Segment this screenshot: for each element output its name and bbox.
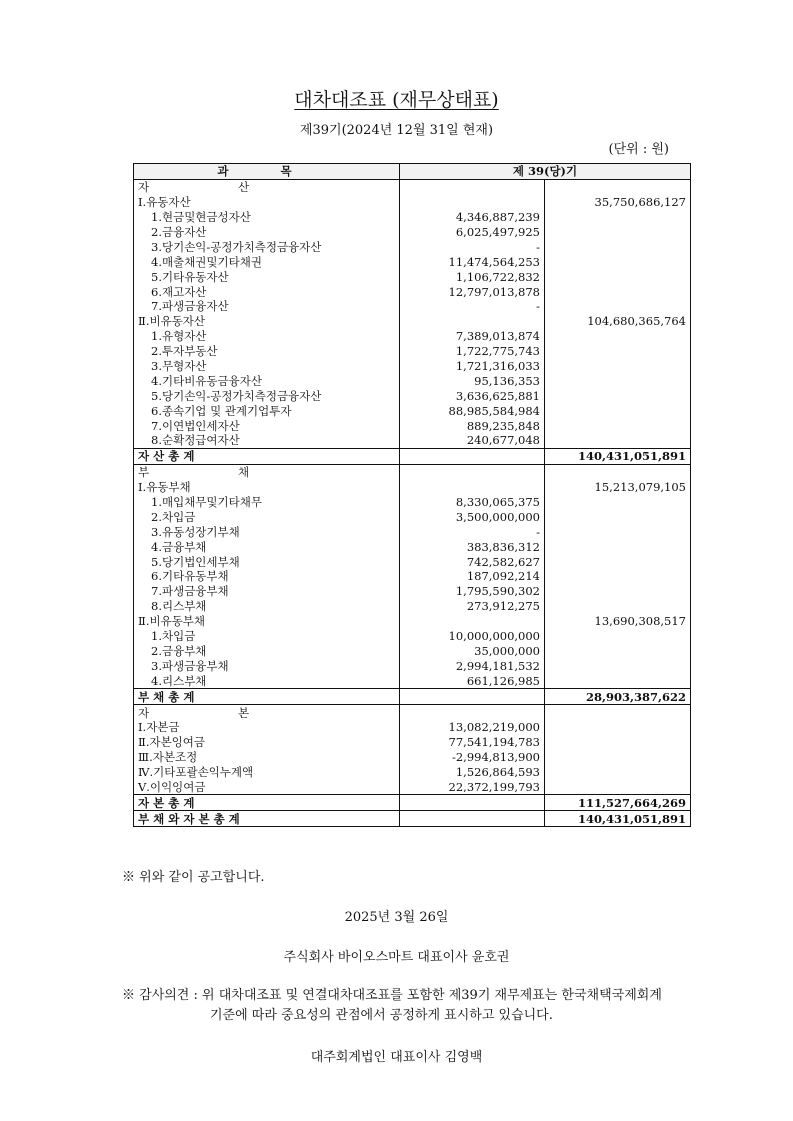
- row-label: 3.유동성장기부채: [134, 524, 400, 539]
- row-total-amount: [545, 179, 691, 194]
- table-row: [134, 569, 691, 584]
- table-row: [134, 614, 691, 629]
- row-label: 7.이연법인세자산: [134, 418, 400, 433]
- row-detail-amount: -: [400, 524, 545, 539]
- row-label: 6.종속기업 및 관계기업투자: [134, 403, 400, 418]
- row-total-amount: [545, 644, 691, 659]
- row-label: 자 산 총 계: [134, 448, 400, 464]
- row-label: Ⅳ.기타포괄손익누계액: [134, 765, 400, 780]
- row-total-amount: [545, 269, 691, 284]
- table-row: [134, 554, 691, 569]
- row-detail-amount: 12,797,013,878: [400, 284, 545, 299]
- row-detail-amount: 95,136,353: [400, 373, 545, 388]
- row-detail-amount: 22,372,199,793: [400, 780, 545, 795]
- row-detail-amount: 88,985,584,984: [400, 403, 545, 418]
- row-label: Ⅴ.이익잉여금: [134, 780, 400, 795]
- table-row: [134, 584, 691, 599]
- row-total-amount: [545, 780, 691, 795]
- row-label: Ⅰ.유동자산: [134, 195, 400, 210]
- row-label: 6.기타유동부채: [134, 569, 400, 584]
- unit-label: (단위 : 원): [608, 142, 669, 157]
- row-label: 4.매출채권및기타채권: [134, 254, 400, 269]
- table-row: [134, 210, 691, 225]
- row-label: 6.재고자산: [134, 284, 400, 299]
- row-detail-amount: 383,836,312: [400, 539, 545, 554]
- row-total-amount: 15,213,079,105: [545, 480, 691, 495]
- notice-date: 2025년 3월 26일: [344, 910, 449, 925]
- table-row: [134, 433, 691, 448]
- section-label-char1: 부: [138, 465, 150, 480]
- row-label: 4.금융부채: [134, 539, 400, 554]
- table-row: [134, 418, 691, 433]
- table-row: [134, 480, 691, 495]
- row-detail-amount: [400, 464, 545, 479]
- row-detail-amount: [400, 795, 545, 811]
- row-total-amount: [545, 705, 691, 720]
- table-row: [134, 735, 691, 750]
- row-label: 3.파생금융부채: [134, 658, 400, 673]
- table-row: [134, 269, 691, 284]
- table-row: [134, 284, 691, 299]
- document-title: 대차대조표 (재무상태표): [294, 89, 499, 111]
- row-total-amount: 140,431,051,891: [545, 811, 691, 827]
- row-detail-amount: [400, 195, 545, 210]
- row-total-amount: [545, 629, 691, 644]
- row-detail-amount: 77,541,194,783: [400, 735, 545, 750]
- table-row: [134, 495, 691, 510]
- row-detail-amount: 889,235,848: [400, 418, 545, 433]
- row-label: 8.리스부채: [134, 599, 400, 614]
- row-label: 부 채 와 자 본 총 계: [134, 811, 400, 827]
- table-row: [134, 448, 691, 464]
- table-row: [134, 658, 691, 673]
- table-row: [134, 705, 691, 720]
- row-label: Ⅰ.자본금: [134, 720, 400, 735]
- row-detail-amount: 1,526,864,593: [400, 765, 545, 780]
- row-total-amount: [545, 658, 691, 673]
- row-detail-amount: 7,389,013,874: [400, 329, 545, 344]
- section-label-char1: 자: [138, 180, 150, 195]
- section-label-char1: 자: [138, 705, 150, 720]
- row-total-amount: [545, 359, 691, 374]
- row-label: 7.파생금융부채: [134, 584, 400, 599]
- row-detail-amount: 6,025,497,925: [400, 225, 545, 240]
- row-label: 1.차입금: [134, 629, 400, 644]
- row-detail-amount: 273,912,275: [400, 599, 545, 614]
- section-label-char2: 산: [238, 180, 250, 195]
- row-detail-amount: 187,092,214: [400, 569, 545, 584]
- row-total-amount: [545, 524, 691, 539]
- row-total-amount: [545, 403, 691, 418]
- row-total-amount: [545, 254, 691, 269]
- table-row: [134, 539, 691, 554]
- row-total-amount: 35,750,686,127: [545, 195, 691, 210]
- row-label: 7.파생금융자산: [134, 299, 400, 314]
- table-row: [134, 179, 691, 194]
- row-total-amount: [545, 373, 691, 388]
- row-total-amount: [545, 539, 691, 554]
- table-row: [134, 750, 691, 765]
- table-row: [134, 388, 691, 403]
- row-label: 1.유형자산: [134, 329, 400, 344]
- row-detail-amount: 3,500,000,000: [400, 509, 545, 524]
- row-total-amount: [545, 554, 691, 569]
- table-row: [134, 524, 691, 539]
- row-detail-amount: 1,722,775,743: [400, 344, 545, 359]
- row-total-amount: [545, 720, 691, 735]
- balance-sheet-table: [133, 163, 691, 827]
- row-detail-amount: [400, 314, 545, 329]
- row-total-amount: [545, 344, 691, 359]
- row-detail-amount: 661,126,985: [400, 673, 545, 688]
- table-row: [134, 314, 691, 329]
- row-label: 1.매입채무및기타채무: [134, 495, 400, 510]
- row-label: 자 본 총 계: [134, 795, 400, 811]
- row-detail-amount: [400, 689, 545, 705]
- row-detail-amount: 35,000,000: [400, 644, 545, 659]
- table-row: [134, 720, 691, 735]
- table-row: [134, 795, 691, 811]
- row-label: 2.금융자산: [134, 225, 400, 240]
- table-row: [134, 765, 691, 780]
- row-label: 4.기타비유동금융자산: [134, 373, 400, 388]
- row-detail-amount: [400, 811, 545, 827]
- row-detail-amount: [400, 179, 545, 194]
- audit-opinion-line1: ※ 감사의견 : 위 대차대조표 및 연결대차대조표를 포함한 제39기 재무제표는 한국채택국제회계: [122, 988, 662, 1003]
- company-representative: 주식회사 바이오스마트 대표이사 윤호권: [283, 950, 510, 965]
- table-row: [134, 599, 691, 614]
- row-label: [134, 705, 400, 720]
- row-total-amount: 140,431,051,891: [545, 448, 691, 464]
- row-total-amount: [545, 284, 691, 299]
- table-row: [134, 464, 691, 479]
- table-row: [134, 689, 691, 705]
- row-total-amount: [545, 464, 691, 479]
- row-detail-amount: [400, 448, 545, 464]
- table-row: [134, 359, 691, 374]
- row-detail-amount: [400, 614, 545, 629]
- row-label: Ⅲ.자본조정: [134, 750, 400, 765]
- row-detail-amount: 2,994,181,532: [400, 658, 545, 673]
- row-label: Ⅱ.비유동부채: [134, 614, 400, 629]
- row-total-amount: [545, 569, 691, 584]
- row-total-amount: [545, 673, 691, 688]
- row-label: 2.금융부채: [134, 644, 400, 659]
- row-detail-amount: [400, 705, 545, 720]
- table-row: [134, 403, 691, 418]
- row-total-amount: [545, 329, 691, 344]
- row-total-amount: 28,903,387,622: [545, 689, 691, 705]
- row-total-amount: [545, 509, 691, 524]
- row-total-amount: [545, 418, 691, 433]
- row-label: 2.투자부동산: [134, 344, 400, 359]
- auditor-name: 대주회계법인 대표이사 김영백: [310, 1050, 483, 1065]
- row-total-amount: [545, 735, 691, 750]
- row-label: 2.차입금: [134, 509, 400, 524]
- row-total-amount: [545, 765, 691, 780]
- row-detail-amount: 1,721,316,033: [400, 359, 545, 374]
- row-total-amount: [545, 599, 691, 614]
- row-label: Ⅱ.비유동자산: [134, 314, 400, 329]
- row-detail-amount: 240,677,048: [400, 433, 545, 448]
- row-label: 4.리스부채: [134, 673, 400, 688]
- row-label: 5.기타유동자산: [134, 269, 400, 284]
- row-detail-amount: 742,582,627: [400, 554, 545, 569]
- section-label-char2: 채: [238, 465, 250, 480]
- table-row: [134, 254, 691, 269]
- row-total-amount: [545, 750, 691, 765]
- row-label: [134, 464, 400, 479]
- table-row: [134, 673, 691, 688]
- row-total-amount: [545, 225, 691, 240]
- row-total-amount: 111,527,664,269: [545, 795, 691, 811]
- row-label: [134, 179, 400, 194]
- notice-text: ※ 위와 같이 공고합니다.: [122, 870, 265, 885]
- row-detail-amount: 4,346,887,239: [400, 210, 545, 225]
- row-total-amount: [545, 299, 691, 314]
- table-header-row: [134, 164, 691, 180]
- row-label: 5.당기손익-공정가치측정금융자산: [134, 388, 400, 403]
- row-total-amount: [545, 584, 691, 599]
- audit-opinion-line2: 기준에 따라 중요성의 관점에서 공정하게 표시하고 있습니다.: [210, 1008, 553, 1023]
- row-label: 5.당기법인세부채: [134, 554, 400, 569]
- row-detail-amount: 3,636,625,881: [400, 388, 545, 403]
- row-detail-amount: -: [400, 239, 545, 254]
- row-detail-amount: -: [400, 299, 545, 314]
- table-row: [134, 780, 691, 795]
- table-row: [134, 195, 691, 210]
- row-total-amount: [545, 210, 691, 225]
- document-subtitle: 제39기(2024년 12월 31일 현재): [299, 123, 494, 138]
- table-row: [134, 329, 691, 344]
- row-label: 3.당기손익-공정가치측정금융자산: [134, 239, 400, 254]
- table-row: [134, 811, 691, 827]
- table-row: [134, 344, 691, 359]
- table-row: [134, 373, 691, 388]
- table-row: [134, 509, 691, 524]
- row-total-amount: 13,690,308,517: [545, 614, 691, 629]
- row-total-amount: 104,680,365,764: [545, 314, 691, 329]
- row-total-amount: [545, 495, 691, 510]
- row-label: 3.무형자산: [134, 359, 400, 374]
- row-total-amount: [545, 239, 691, 254]
- row-detail-amount: 11,474,564,253: [400, 254, 545, 269]
- row-label: Ⅱ.자본잉여금: [134, 735, 400, 750]
- row-detail-amount: 1,106,722,832: [400, 269, 545, 284]
- row-detail-amount: 13,082,219,000: [400, 720, 545, 735]
- section-label-char2: 본: [238, 705, 250, 720]
- row-detail-amount: -2,994,813,900: [400, 750, 545, 765]
- row-detail-amount: [400, 480, 545, 495]
- header-period: 제 39(당)기: [400, 164, 691, 180]
- table-row: [134, 629, 691, 644]
- audit-opinion: [122, 986, 702, 1026]
- row-label: 부 채 총 계: [134, 689, 400, 705]
- row-total-amount: [545, 388, 691, 403]
- row-detail-amount: 8,330,065,375: [400, 495, 545, 510]
- row-detail-amount: 10,000,000,000: [400, 629, 545, 644]
- table-row: [134, 225, 691, 240]
- row-label: 1.현금및현금성자산: [134, 210, 400, 225]
- table-row: [134, 239, 691, 254]
- row-label: Ⅰ.유동부채: [134, 480, 400, 495]
- table-row: [134, 299, 691, 314]
- table-row: [134, 644, 691, 659]
- header-subject: 과 목: [134, 164, 400, 180]
- row-detail-amount: 1,795,590,302: [400, 584, 545, 599]
- row-total-amount: [545, 433, 691, 448]
- row-label: 8.순확정급여자산: [134, 433, 400, 448]
